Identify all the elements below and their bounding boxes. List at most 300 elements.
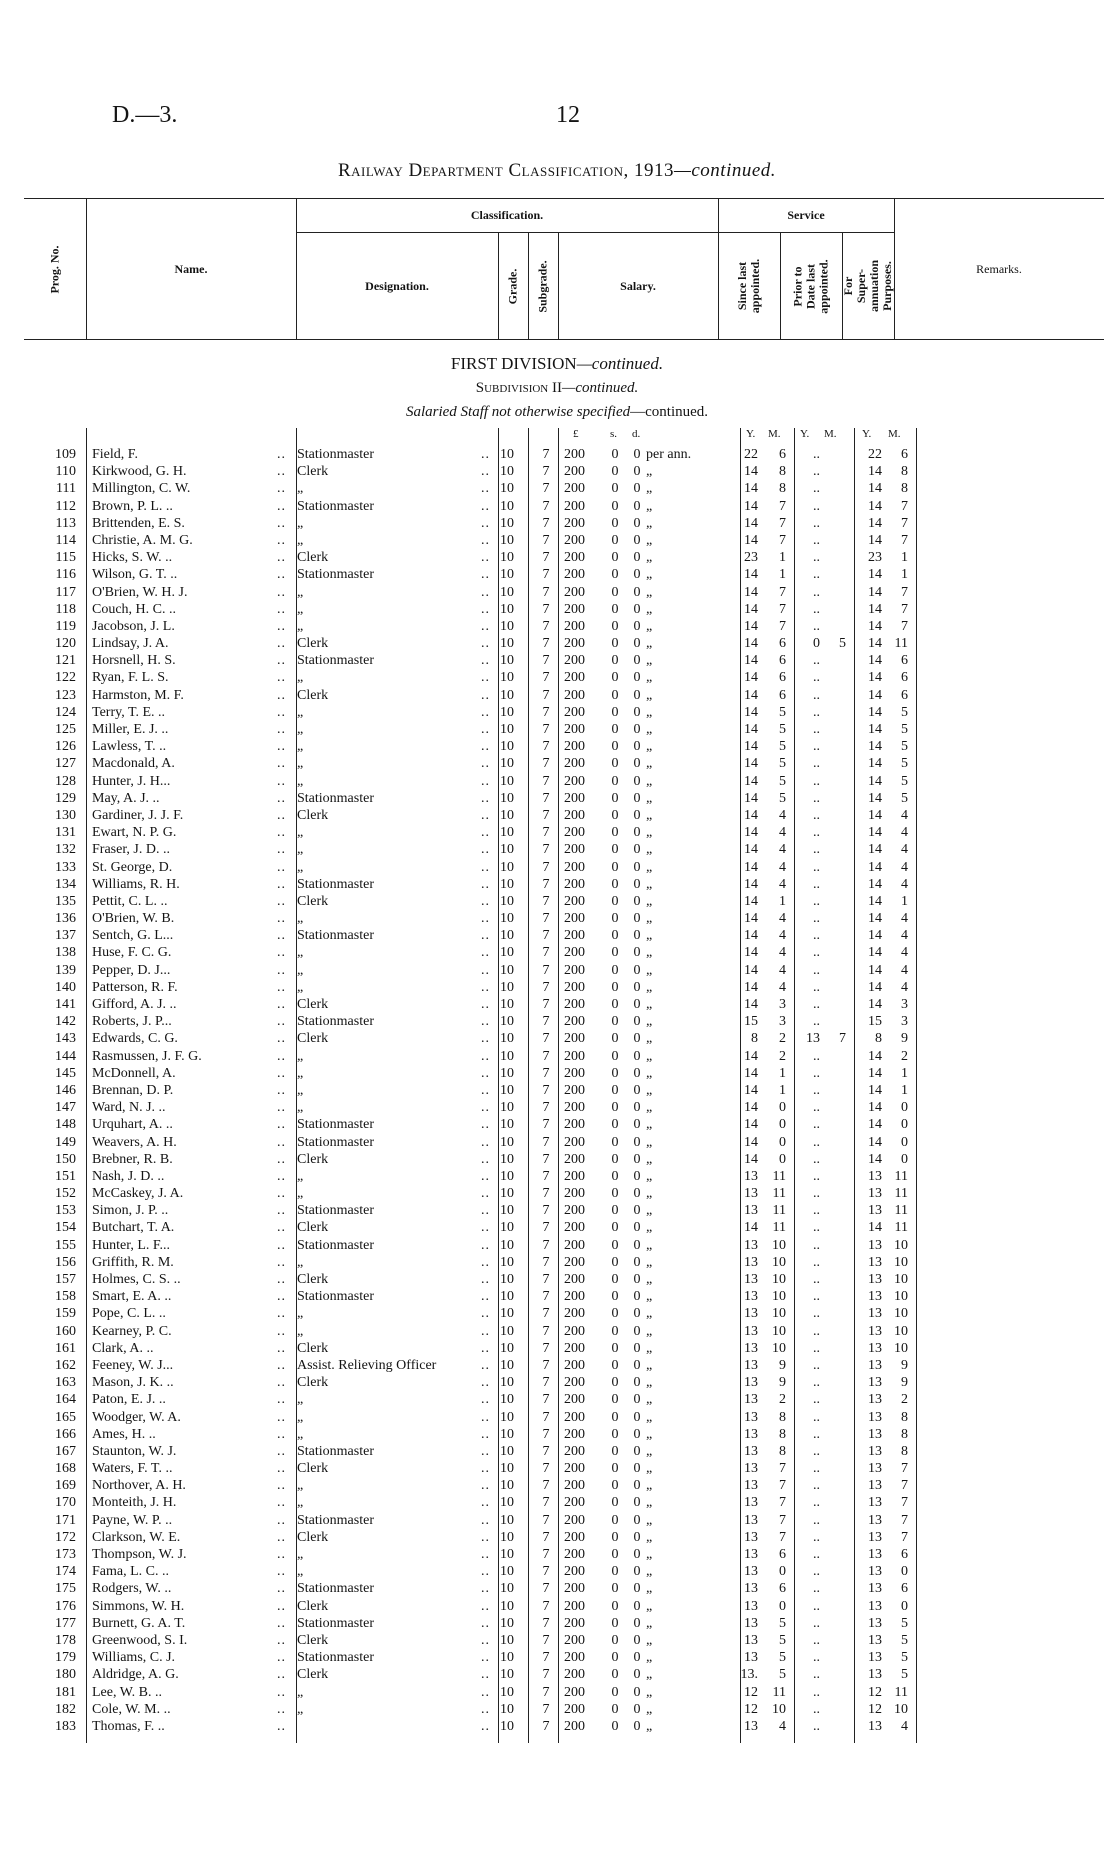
- grade: 10: [500, 1100, 514, 1116]
- since-last-months: 5: [779, 1667, 786, 1683]
- leader-dots: ..: [481, 1134, 490, 1150]
- table-row: [24, 738, 1104, 755]
- salary-shillings: 0: [611, 1082, 619, 1098]
- since-last-months: 0: [779, 1117, 786, 1133]
- leader-dots: ..: [481, 1186, 490, 1202]
- grade: 10: [500, 1426, 514, 1442]
- designation: „: [297, 1168, 304, 1184]
- grade: 10: [500, 739, 514, 755]
- since-last-years: 13: [744, 1306, 758, 1322]
- salary-shillings: 0: [611, 1323, 619, 1339]
- subgrade: 7: [542, 1409, 550, 1425]
- table-row: [24, 1718, 1104, 1735]
- super-years: 13: [868, 1237, 882, 1253]
- header-super-cell: [842, 232, 894, 340]
- prior-years: ..: [813, 1650, 820, 1666]
- subgrade: 7: [542, 618, 550, 634]
- salary-pounds: 200: [564, 1065, 585, 1081]
- salary-period: „: [646, 842, 653, 858]
- subgrade: 7: [542, 1134, 550, 1150]
- salary-period: „: [646, 1357, 653, 1373]
- designation: Clerk: [297, 1461, 329, 1477]
- table-row: [24, 1288, 1104, 1305]
- leader-dots: ..: [277, 1203, 286, 1219]
- designation: Stationmaster: [297, 1512, 374, 1528]
- prior-years: ..: [813, 1615, 820, 1631]
- prior-years: ..: [813, 1667, 820, 1683]
- salary-pounds: 200: [564, 911, 585, 927]
- grade: 10: [500, 1117, 514, 1133]
- leader-dots: ..: [277, 1615, 286, 1631]
- table-row: [24, 1563, 1104, 1580]
- leader-dots: ..: [481, 515, 490, 531]
- staff-name: Northover, A. H.: [92, 1478, 186, 1494]
- staff-name: Roberts, J. P...: [92, 1014, 172, 1030]
- leader-dots: ..: [481, 1718, 490, 1734]
- title-main: Railway Department Classification, 1913: [337, 160, 674, 181]
- grade: 10: [500, 618, 514, 634]
- since-last-months: 6: [779, 653, 786, 669]
- staff-name: Williams, C. J.: [92, 1650, 176, 1666]
- staff-name: Ewart, N. P. G.: [92, 825, 177, 841]
- salary-period: „: [646, 1392, 653, 1408]
- prog-no: 140: [55, 979, 76, 995]
- since-last-years: 13: [744, 1289, 758, 1305]
- staff-name: Holmes, C. S. ..: [92, 1272, 181, 1287]
- super-months: 2: [901, 1048, 908, 1064]
- salary-shillings: 0: [611, 481, 619, 497]
- salary-shillings: 0: [611, 1065, 619, 1081]
- salary-shillings: 0: [611, 1306, 619, 1322]
- designation: „: [297, 842, 304, 858]
- salary-shillings: 0: [611, 1100, 619, 1116]
- table-row: [24, 1116, 1104, 1133]
- since-last-years: 13: [744, 1547, 758, 1562]
- salary-pence: 0: [633, 532, 641, 548]
- staff-name: Fraser, J. D. ..: [92, 842, 170, 858]
- super-years: 13: [868, 1598, 882, 1614]
- designation: Stationmaster: [297, 653, 374, 669]
- since-last-months: 4: [779, 842, 786, 858]
- table-row: [24, 704, 1104, 721]
- since-last-years: 13: [744, 1272, 758, 1287]
- super-years: 14: [868, 653, 882, 669]
- since-last-months: 6: [779, 447, 786, 462]
- salary-pounds: 200: [564, 1632, 585, 1648]
- super-months: 4: [901, 928, 908, 944]
- header-classification: Classification.: [470, 207, 544, 222]
- prior-years: ..: [813, 1392, 820, 1408]
- prior-years: ..: [813, 1443, 820, 1459]
- leader-dots: ..: [277, 481, 286, 497]
- salary-pence: 0: [633, 1203, 641, 1219]
- prog-no: 151: [55, 1168, 76, 1184]
- grade: 10: [500, 1289, 514, 1305]
- subdivision-suffix: —continued.: [562, 380, 639, 396]
- designation: Clerk: [297, 997, 329, 1012]
- grade: 10: [500, 1392, 514, 1408]
- since-last-months: 10: [772, 1340, 786, 1356]
- salary-pounds: 200: [564, 1564, 585, 1580]
- since-last-months: 4: [779, 825, 786, 841]
- leader-dots: ..: [481, 1512, 490, 1528]
- prog-no: 127: [55, 756, 76, 772]
- grade: 10: [500, 532, 514, 548]
- prog-no: 136: [55, 911, 76, 927]
- staff-name: Brittenden, E. S.: [92, 515, 185, 531]
- salary-pence: 0: [633, 911, 641, 927]
- since-last-months: 10: [772, 1306, 786, 1322]
- leader-dots: ..: [481, 1117, 490, 1133]
- salary-pence: 0: [633, 1392, 641, 1408]
- leader-dots: ..: [481, 464, 490, 480]
- super-months: 10: [894, 1323, 908, 1339]
- subgrade: 7: [542, 1031, 550, 1047]
- leader-dots: ..: [277, 1100, 286, 1116]
- salary-shillings: 0: [611, 1134, 619, 1150]
- subgrade: 7: [542, 1272, 550, 1287]
- leader-dots: ..: [481, 1254, 490, 1270]
- salary-period: „: [646, 653, 653, 669]
- leader-dots: ..: [481, 636, 490, 652]
- leader-dots: ..: [481, 825, 490, 841]
- unit-y1: Y.: [746, 428, 756, 440]
- salary-pence: 0: [633, 1306, 641, 1322]
- prior-years: ..: [813, 1065, 820, 1081]
- leader-dots: ..: [481, 893, 490, 909]
- prior-years: ..: [813, 464, 820, 480]
- since-last-years: 13: [744, 1718, 758, 1734]
- prior-years: ..: [813, 515, 820, 531]
- salary-pounds: 200: [564, 618, 585, 634]
- salary-pounds: 200: [564, 1495, 585, 1511]
- super-years: 22: [868, 447, 882, 462]
- prior-years: ..: [813, 1478, 820, 1494]
- salary-shillings: 0: [611, 464, 619, 480]
- salary-pence: 0: [633, 807, 641, 823]
- super-years: 13: [868, 1443, 882, 1459]
- salary-pounds: 200: [564, 1134, 585, 1150]
- since-last-years: 13: [744, 1323, 758, 1339]
- since-last-months: 7: [779, 1461, 786, 1477]
- salary-pence: 0: [633, 567, 641, 583]
- since-last-years: 14: [744, 773, 758, 789]
- leader-dots: ..: [277, 550, 286, 566]
- grade: 10: [500, 670, 514, 686]
- leader-dots: ..: [277, 773, 286, 789]
- designation: „: [297, 1254, 304, 1270]
- header-prior-to-date: Prior to Date last appointed.: [790, 258, 831, 314]
- since-last-years: 14: [744, 704, 758, 720]
- salary-period: „: [646, 979, 653, 995]
- staff-name: Rasmussen, J. F. G.: [92, 1048, 202, 1064]
- super-years: 13: [868, 1495, 882, 1511]
- staff-name: Hicks, S. W. ..: [92, 550, 173, 566]
- salary-period: „: [646, 601, 653, 617]
- title-suffix: —continued.: [673, 160, 777, 181]
- designation: „: [297, 532, 304, 548]
- salary-pence: 0: [633, 825, 641, 841]
- super-months: 4: [901, 807, 908, 823]
- salary-pence: 0: [633, 1151, 641, 1167]
- super-years: 14: [868, 515, 882, 531]
- leader-dots: ..: [481, 704, 490, 720]
- subgrade: 7: [542, 1426, 550, 1442]
- staff-name: Thomas, F. ..: [92, 1718, 165, 1734]
- salary-pounds: 200: [564, 739, 585, 755]
- super-years: 14: [868, 498, 882, 514]
- leader-dots: ..: [481, 1289, 490, 1305]
- super-months: 6: [901, 1581, 908, 1597]
- leader-dots: ..: [481, 1632, 490, 1648]
- staff-name: Kirkwood, G. H.: [92, 464, 187, 480]
- salary-shillings: 0: [611, 790, 619, 806]
- salary-shillings: 0: [611, 704, 619, 720]
- prior-years: ..: [813, 1564, 820, 1580]
- prog-no: 112: [55, 498, 76, 514]
- grade: 10: [500, 1082, 514, 1098]
- subgrade: 7: [542, 1237, 550, 1253]
- salary-pence: 0: [633, 481, 641, 497]
- leader-dots: ..: [481, 1598, 490, 1614]
- subgrade: 7: [542, 1100, 550, 1116]
- salary-period: „: [646, 532, 653, 548]
- salary-shillings: 0: [611, 756, 619, 772]
- table-row: [24, 463, 1104, 480]
- salary-pence: 0: [633, 498, 641, 514]
- salary-shillings: 0: [611, 1684, 619, 1700]
- prog-no: 119: [55, 618, 76, 634]
- staff-name: May, A. J. ..: [92, 790, 160, 806]
- grade: 10: [500, 1237, 514, 1253]
- table-row: [24, 1099, 1104, 1116]
- designation: „: [297, 1426, 304, 1442]
- subgrade: 7: [542, 1598, 550, 1614]
- since-last-months: 7: [779, 1512, 786, 1528]
- grade: 10: [500, 1048, 514, 1064]
- table-row: [24, 515, 1104, 532]
- prog-no: 153: [55, 1203, 76, 1219]
- prior-years: ..: [813, 825, 820, 841]
- salary-shillings: 0: [611, 1461, 619, 1477]
- leader-dots: ..: [277, 464, 286, 480]
- grade: 10: [500, 1375, 514, 1391]
- leader-dots: ..: [277, 1650, 286, 1666]
- prog-no: 165: [55, 1409, 76, 1425]
- salary-pence: 0: [633, 945, 641, 961]
- table-row: [24, 1460, 1104, 1477]
- salary-pence: 0: [633, 687, 641, 703]
- grade: 10: [500, 1203, 514, 1219]
- salary-period: „: [646, 1272, 653, 1287]
- leader-dots: ..: [277, 1220, 286, 1236]
- designation: „: [297, 481, 304, 497]
- salary-pence: 0: [633, 1048, 641, 1064]
- salary-period: „: [646, 1014, 653, 1030]
- super-months: 7: [901, 1461, 908, 1477]
- leader-dots: ..: [277, 498, 286, 514]
- leader-dots: ..: [277, 447, 286, 462]
- salary-shillings: 0: [611, 1289, 619, 1305]
- salary-pence: 0: [633, 1168, 641, 1184]
- salary-period: „: [646, 1615, 653, 1631]
- subgrade: 7: [542, 1632, 550, 1648]
- designation: Clerk: [297, 550, 329, 566]
- leader-dots: ..: [277, 1048, 286, 1064]
- prog-no: 113: [55, 515, 76, 531]
- salary-pounds: 200: [564, 928, 585, 944]
- since-last-months: 6: [779, 670, 786, 686]
- super-years: 13: [868, 1615, 882, 1631]
- super-years: 14: [868, 790, 882, 806]
- leader-dots: ..: [277, 1151, 286, 1167]
- subgrade: 7: [542, 1048, 550, 1064]
- table-row: [24, 1649, 1104, 1666]
- table-row: [24, 1134, 1104, 1151]
- salary-pence: 0: [633, 876, 641, 892]
- since-last-years: 14: [744, 687, 758, 703]
- salary-period: „: [646, 962, 653, 978]
- salary-pounds: 200: [564, 1701, 585, 1717]
- prog-no: 133: [55, 859, 76, 875]
- salary-shillings: 0: [611, 1615, 619, 1631]
- super-years: 14: [868, 807, 882, 823]
- salary-pounds: 200: [564, 722, 585, 737]
- designation: „: [297, 1048, 304, 1064]
- designation: „: [297, 773, 304, 789]
- salary-pence: 0: [633, 1564, 641, 1580]
- subgrade: 7: [542, 876, 550, 892]
- since-last-years: 13: [744, 1461, 758, 1477]
- salary-period: „: [646, 1117, 653, 1133]
- header-designation: Designation.: [365, 278, 429, 293]
- salary-period: „: [646, 1512, 653, 1528]
- prog-no: 178: [55, 1632, 76, 1648]
- salary-shillings: 0: [611, 1392, 619, 1408]
- table-row: [24, 927, 1104, 944]
- designation: „: [297, 618, 304, 634]
- subgrade: 7: [542, 773, 550, 789]
- salary-pence: 0: [633, 893, 641, 909]
- grade: 10: [500, 1443, 514, 1459]
- staff-name: Waters, F. T. ..: [92, 1461, 173, 1477]
- staff-name: Christie, A. M. G.: [92, 532, 193, 548]
- salary-period: „: [646, 636, 653, 652]
- salary-pounds: 200: [564, 1323, 585, 1339]
- since-last-months: 9: [779, 1375, 786, 1391]
- subgrade: 7: [542, 1151, 550, 1167]
- leader-dots: ..: [481, 1100, 490, 1116]
- super-months: 1: [901, 1065, 908, 1081]
- prior-years: ..: [813, 1598, 820, 1614]
- designation: Clerk: [297, 1031, 329, 1047]
- prog-no: 131: [55, 825, 76, 841]
- salary-pence: 0: [633, 1100, 641, 1116]
- super-years: 13: [868, 1564, 882, 1580]
- grade: 10: [500, 550, 514, 566]
- super-months: 5: [901, 1632, 908, 1648]
- leader-dots: ..: [481, 618, 490, 634]
- salary-shillings: 0: [611, 1598, 619, 1614]
- salary-period: „: [646, 773, 653, 789]
- staff-name: Rodgers, W. ..: [92, 1581, 172, 1597]
- designation: Stationmaster: [297, 1203, 374, 1219]
- salary-pounds: 200: [564, 1667, 585, 1683]
- grade: 10: [500, 1632, 514, 1648]
- prog-no: 141: [55, 997, 76, 1012]
- since-last-years: 14: [744, 979, 758, 995]
- salary-pence: 0: [633, 790, 641, 806]
- since-last-months: 7: [779, 601, 786, 617]
- since-last-years: 14: [744, 1220, 758, 1236]
- leader-dots: ..: [481, 911, 490, 927]
- salary-shillings: 0: [611, 1237, 619, 1253]
- grade: 10: [500, 807, 514, 823]
- salary-period: „: [646, 1168, 653, 1184]
- salary-pounds: 200: [564, 962, 585, 978]
- prior-years: ..: [813, 807, 820, 823]
- designation: „: [297, 515, 304, 531]
- since-last-months: 10: [772, 1254, 786, 1270]
- designation: Clerk: [297, 1598, 329, 1614]
- subgrade: 7: [542, 1220, 550, 1236]
- header-subgrade: Subgrade.: [535, 259, 550, 313]
- since-last-months: 1: [779, 550, 786, 566]
- grade: 10: [500, 1409, 514, 1425]
- grade: 10: [500, 636, 514, 652]
- table-row: [24, 618, 1104, 635]
- since-last-months: 10: [772, 1289, 786, 1305]
- salary-period: „: [646, 1134, 653, 1150]
- leader-dots: ..: [277, 1632, 286, 1648]
- prog-no: 109: [55, 447, 76, 462]
- salary-period: „: [646, 1289, 653, 1305]
- leader-dots: ..: [481, 1701, 490, 1717]
- since-last-years: 14: [744, 481, 758, 497]
- since-last-months: 6: [779, 636, 786, 652]
- leader-dots: ..: [277, 1512, 286, 1528]
- salary-period: „: [646, 1254, 653, 1270]
- super-months: 4: [901, 842, 908, 858]
- salary-period: „: [646, 670, 653, 686]
- leader-dots: ..: [277, 532, 286, 548]
- subgrade: 7: [542, 1082, 550, 1098]
- prog-no: 126: [55, 739, 76, 755]
- salary-shillings: 0: [611, 1478, 619, 1494]
- header-prog-no-cell: [24, 198, 86, 340]
- grade: 10: [500, 687, 514, 703]
- table-row: [24, 1219, 1104, 1236]
- staff-name: Williams, R. H.: [92, 876, 180, 892]
- super-months: 4: [901, 859, 908, 875]
- salary-pounds: 200: [564, 1048, 585, 1064]
- salary-period: „: [646, 1667, 653, 1683]
- designation: Stationmaster: [297, 498, 374, 514]
- salary-period: „: [646, 515, 653, 531]
- grade: 10: [500, 1701, 514, 1717]
- salary-period: „: [646, 464, 653, 480]
- since-last-months: 6: [779, 1547, 786, 1562]
- super-months: 1: [901, 1082, 908, 1098]
- subgrade: 7: [542, 1701, 550, 1717]
- designation: Stationmaster: [297, 1443, 374, 1459]
- leader-dots: ..: [277, 1031, 286, 1047]
- since-last-years: 14: [744, 945, 758, 961]
- leader-dots: ..: [277, 653, 286, 669]
- salary-shillings: 0: [611, 1564, 619, 1580]
- since-last-months: 10: [772, 1272, 786, 1287]
- since-last-months: 5: [779, 756, 786, 772]
